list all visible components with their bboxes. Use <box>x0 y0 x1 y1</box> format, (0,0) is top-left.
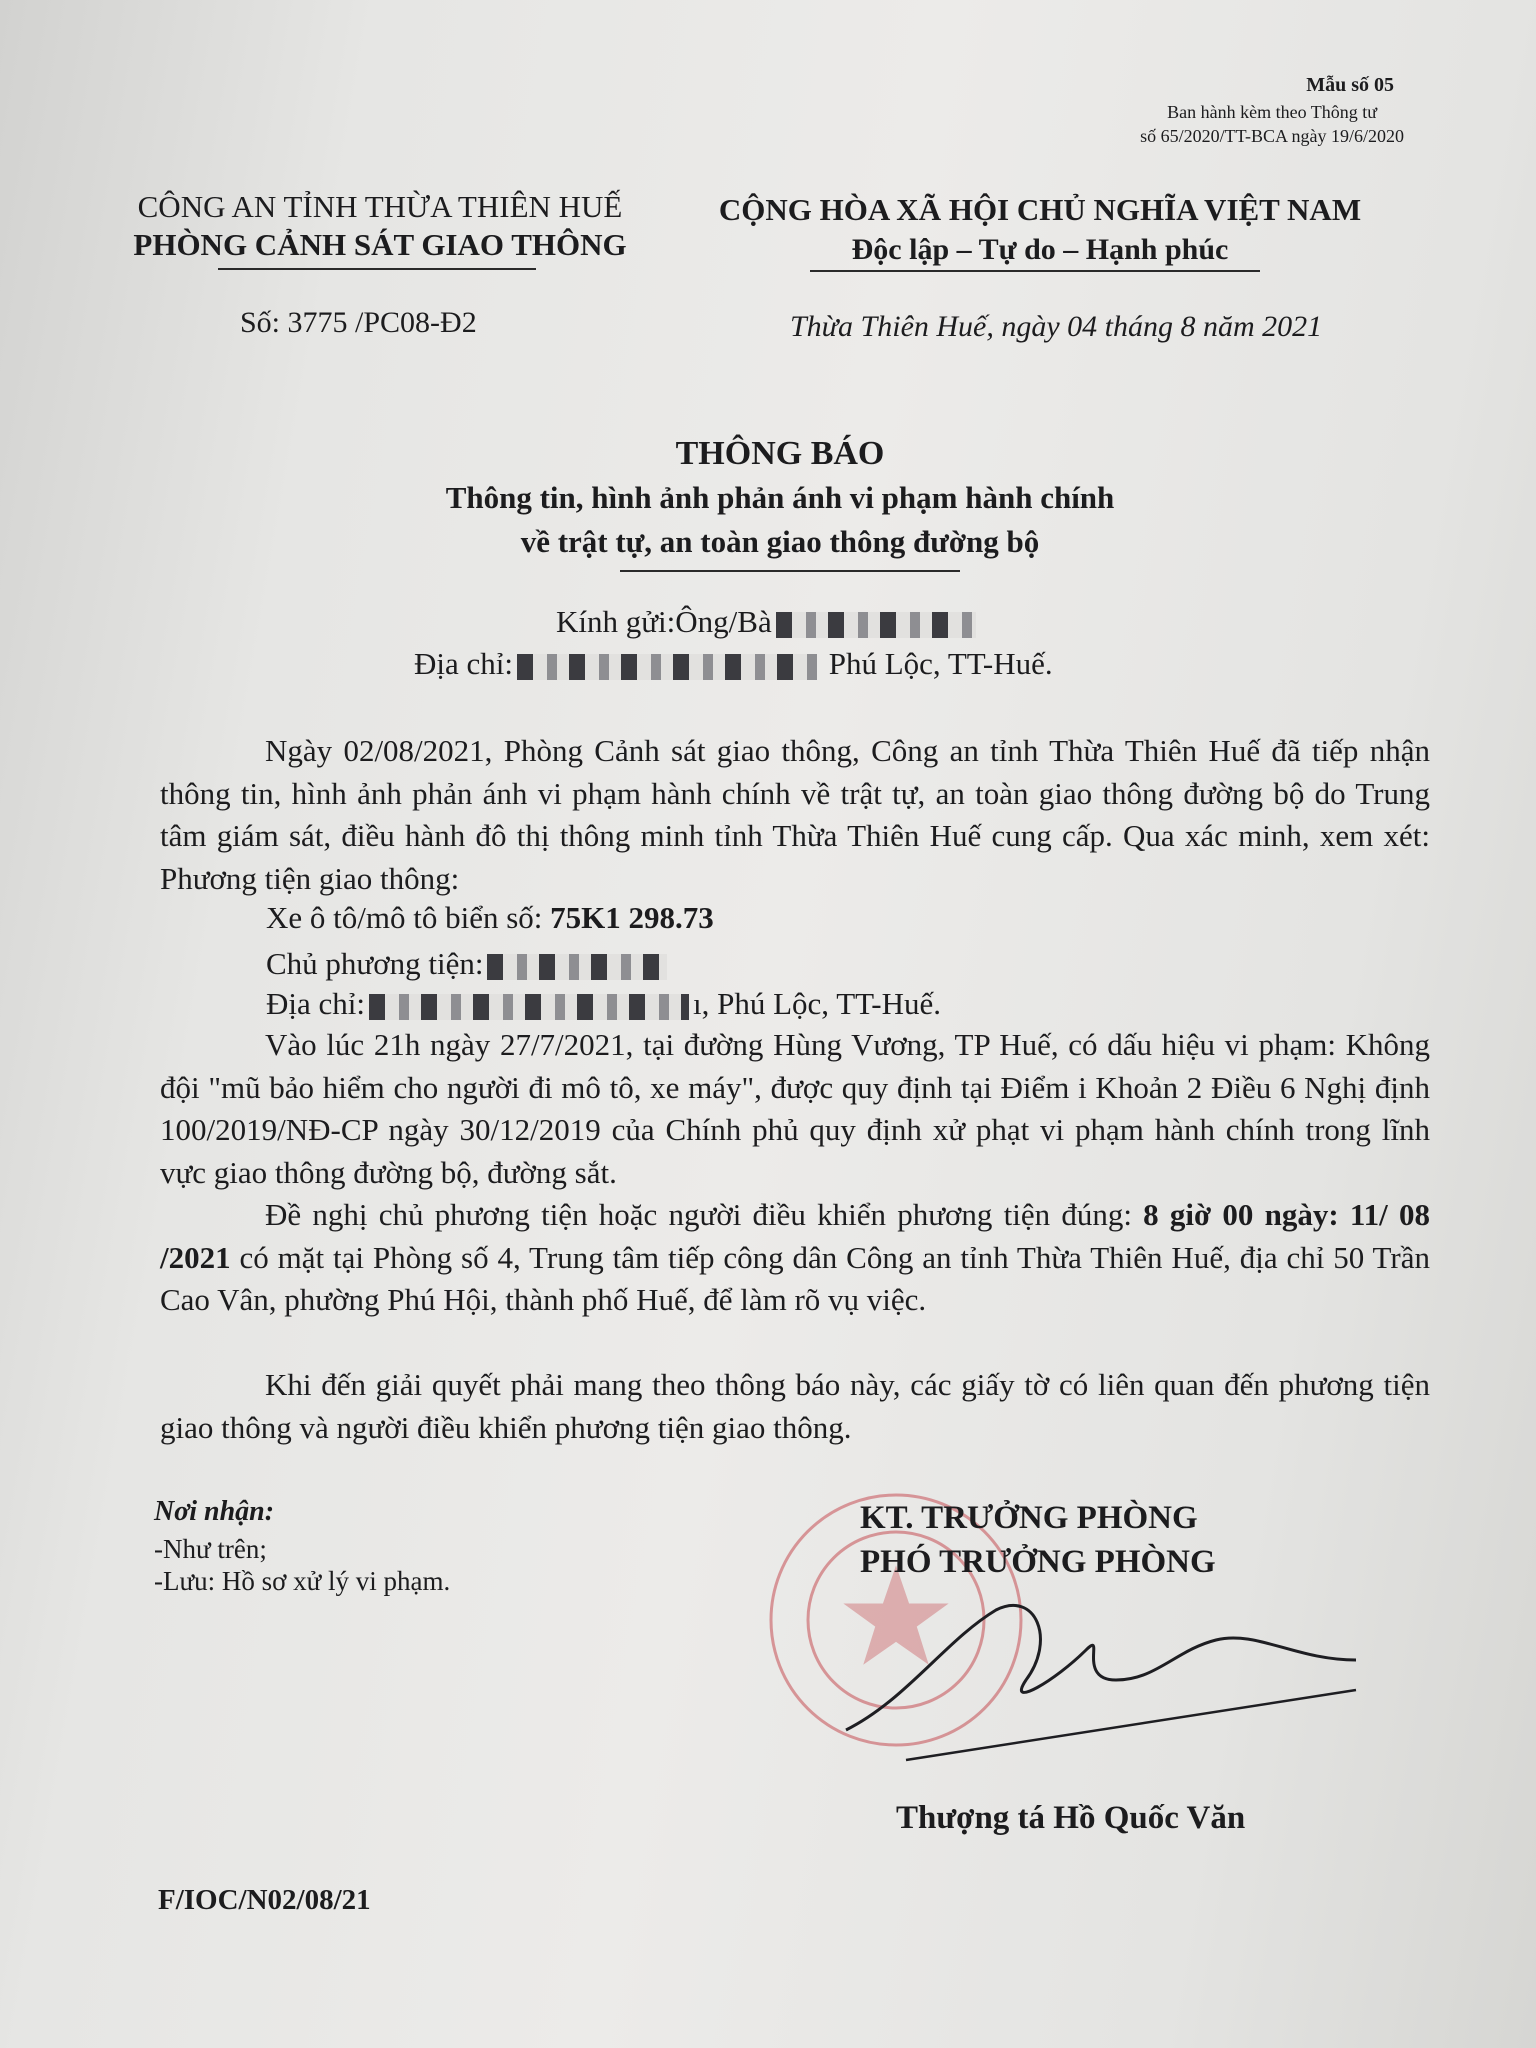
greeting-label: Kính gửi:Ông/Bà <box>556 604 772 639</box>
paragraph-4: Khi đến giải quyết phải mang theo thông báo này, các giấy tờ có liên quan đến phương tiện giao thông và người điều khiển phương tiện giao thông. <box>160 1367 1430 1445</box>
motto-underline <box>810 270 1260 272</box>
signer-name: Thượng tá Hồ Quốc Văn <box>896 1800 1246 1836</box>
form-note-line2: số 65/2020/TT-BCA ngày 19/6/2020 <box>1140 126 1404 146</box>
recipient-greeting <box>556 604 980 640</box>
address-tail: Phú Lộc, TT-Huế. <box>828 646 1053 681</box>
form-number: Mẫu số 05 <box>1306 74 1394 96</box>
signature-title-1: KT. TRƯỞNG PHÒNG <box>860 1500 1198 1536</box>
owner-label: Chủ phương tiện: <box>266 946 484 981</box>
title-sub-2: về trật tự, an toàn giao thông đường bộ <box>520 524 1040 559</box>
owner-address-line <box>266 986 941 1022</box>
department-name: PHÒNG CẢNH SÁT GIAO THÔNG <box>133 227 627 262</box>
owner-line <box>266 946 671 982</box>
redacted-address <box>517 654 817 680</box>
redacted-name <box>776 612 976 638</box>
receiver-item: -Như trên; <box>154 1534 267 1564</box>
signature-underline <box>906 1690 1356 1760</box>
receivers-title: Nơi nhận: <box>154 1496 275 1527</box>
plate-label: Xe ô tô/mô tô biển số: <box>266 900 543 935</box>
title-underline <box>620 570 960 572</box>
paragraph-3: Đề nghị chủ phương tiện hoặc người điều khiển phương tiện đúng: 8 giờ 00 ngày: 11/ 08 /2021 có mặt tại Phòng số 4, Trung tâm tiếp công dân Công an tỉnh Thừa Thiên Huế, địa chỉ 50 Trần Cao Vân, phường Phú Hội, thành phố Huế, để làm rõ vụ việc. <box>160 1197 1431 1318</box>
form-note <box>1140 100 1404 148</box>
plate-line <box>266 900 714 936</box>
address-label: Địa chỉ: <box>414 646 513 681</box>
redacted-owner <box>487 954 667 980</box>
title-sub-1: Thông tin, hình ảnh phản ánh vi phạm hành chính <box>445 480 1115 515</box>
document-title <box>300 432 1260 564</box>
footer-code: F/IOC/N02/08/21 <box>158 1884 371 1916</box>
recipient-address <box>414 646 1053 682</box>
document-date: Thừa Thiên Huế, ngày 04 tháng 8 năm 2021 <box>790 310 1323 343</box>
signature-stroke <box>846 1605 1356 1730</box>
signature-block-title <box>860 1496 1360 1584</box>
paragraph-2: Vào lúc 21h ngày 27/7/2021, tại đường Hùng Vương, TP Huế, có dấu hiệu vi phạm: Không đội "mũ bảo hiểm cho người đi mô tô, xe máy", được quy định tại Điểm i Khoản 2 Điều 6 Nghị định 100/2019/NĐ-CP ngày 30/12/2019 của Chính phủ quy định xử phạt vi phạm hành chính trong lĩnh vực giao thông đường bộ, đường sắt. <box>160 1027 1430 1190</box>
agency-underline <box>218 268 536 270</box>
redacted-owner-address <box>369 994 689 1020</box>
appointment-time: 8 giờ 00 ngày: 11/ 08 /2021 <box>160 1197 1431 1275</box>
signature-title-2: PHÓ TRƯỞNG PHÒNG <box>860 1544 1216 1580</box>
document-number: Số: 3775 /PC08-Đ2 <box>240 306 477 339</box>
agency-header <box>100 188 660 264</box>
nation-motto: Độc lập – Tự do – Hạnh phúc <box>851 233 1229 266</box>
title-main: THÔNG BÁO <box>675 435 885 472</box>
nation-name: CỘNG HÒA XÃ HỘI CHỦ NGHĨA VIỆT NAM <box>718 192 1362 227</box>
paragraph-1: Ngày 02/08/2021, Phòng Cảnh sát giao thông, Công an tỉnh Thừa Thiên Huế đã tiếp nhận thông tin, hình ảnh phản ánh vi phạm hành chính về trật tự, an toàn giao thông đường bộ do Trung tâm giám sát, điều hành đô thị thông minh tỉnh Thừa Thiên Huế cung cấp. Qua xác minh, xem xét: Phương tiện giao thông: <box>160 733 1430 896</box>
receiver-item: -Lưu: Hồ sơ xử lý vi phạm. <box>154 1566 451 1596</box>
plate-value: 75K1 298.73 <box>550 900 714 935</box>
national-header <box>680 190 1400 270</box>
owner-address-label: Địa chỉ: <box>266 986 365 1021</box>
form-note-line1: Ban hành kèm theo Thông tư <box>1167 102 1378 122</box>
owner-address-tail: ı, Phú Lộc, TT-Huế. <box>693 986 941 1021</box>
agency-name: CÔNG AN TỈNH THỪA THIÊN HUẾ <box>137 189 623 224</box>
